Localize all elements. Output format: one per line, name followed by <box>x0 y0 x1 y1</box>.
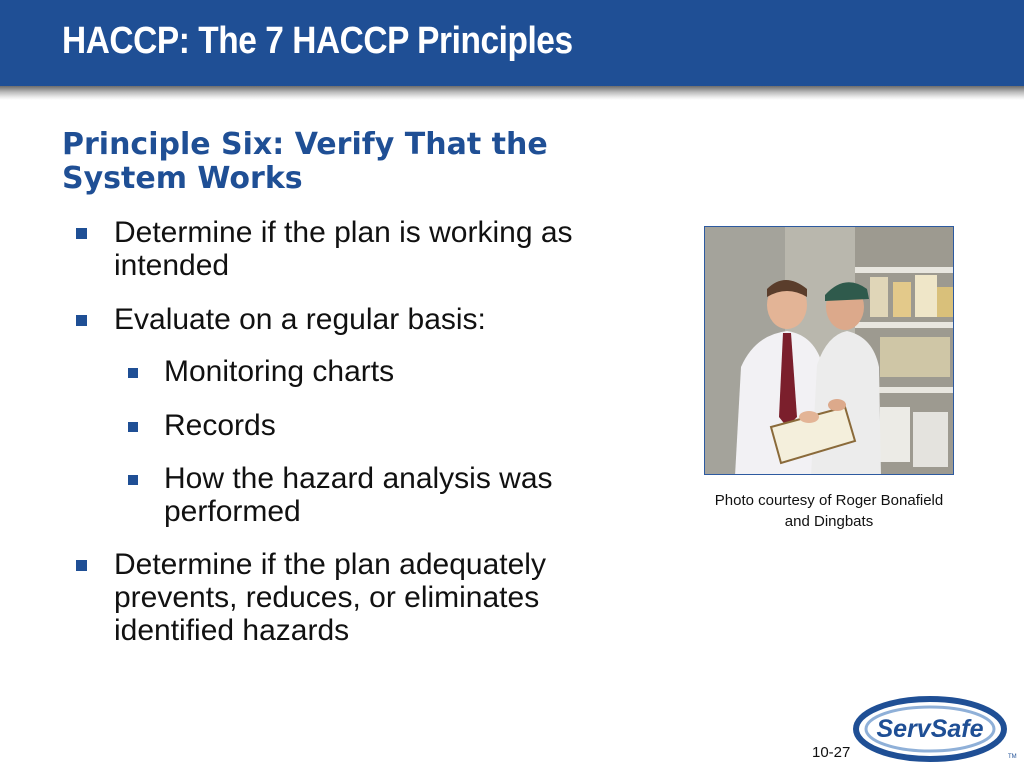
page-number: 10-27 <box>812 744 851 761</box>
slide-subtitle: Principle Six: Verify That the System Works <box>62 127 548 196</box>
logo-wordmark: ServSafe <box>876 715 984 743</box>
bullet-square-icon <box>128 422 138 432</box>
servsafe-logo <box>852 694 1020 764</box>
bullet-text: How the hazard analysis was performed <box>164 462 553 528</box>
sub-bullet-item <box>128 409 648 442</box>
title-bar <box>0 0 1024 86</box>
bullet-text: Monitoring charts <box>164 355 395 388</box>
bullet-square-icon <box>128 475 138 485</box>
bullet-square-icon <box>128 368 138 378</box>
sub-bullet-item <box>128 462 628 528</box>
bullet-item <box>76 303 666 336</box>
bullet-text: Evaluate on a regular basis: <box>114 303 486 336</box>
slide-title: HACCP: The 7 HACCP Principles <box>62 20 573 62</box>
bullet-item <box>76 548 636 647</box>
bullet-text: Determine if the plan adequately prevents, reduces, or eliminates identified hazards <box>114 548 546 647</box>
bullet-item <box>76 216 666 282</box>
sub-bullet-item <box>128 355 648 388</box>
bullet-square-icon <box>76 228 87 239</box>
photo-caption: Photo courtesy of Roger Bonafield and Dingbats <box>714 492 944 530</box>
servsafe-logo-graphic <box>852 694 1020 764</box>
bullet-square-icon <box>76 315 87 326</box>
photo-illustration <box>705 227 954 475</box>
bullet-square-icon <box>76 560 87 571</box>
bullet-text: Records <box>164 409 276 442</box>
title-bar-shadow <box>0 86 1024 100</box>
bullet-text: Determine if the plan is working as intended <box>114 216 573 282</box>
logo-trademark: TM <box>1008 754 1017 760</box>
kitchen-staff-photo <box>704 226 954 475</box>
